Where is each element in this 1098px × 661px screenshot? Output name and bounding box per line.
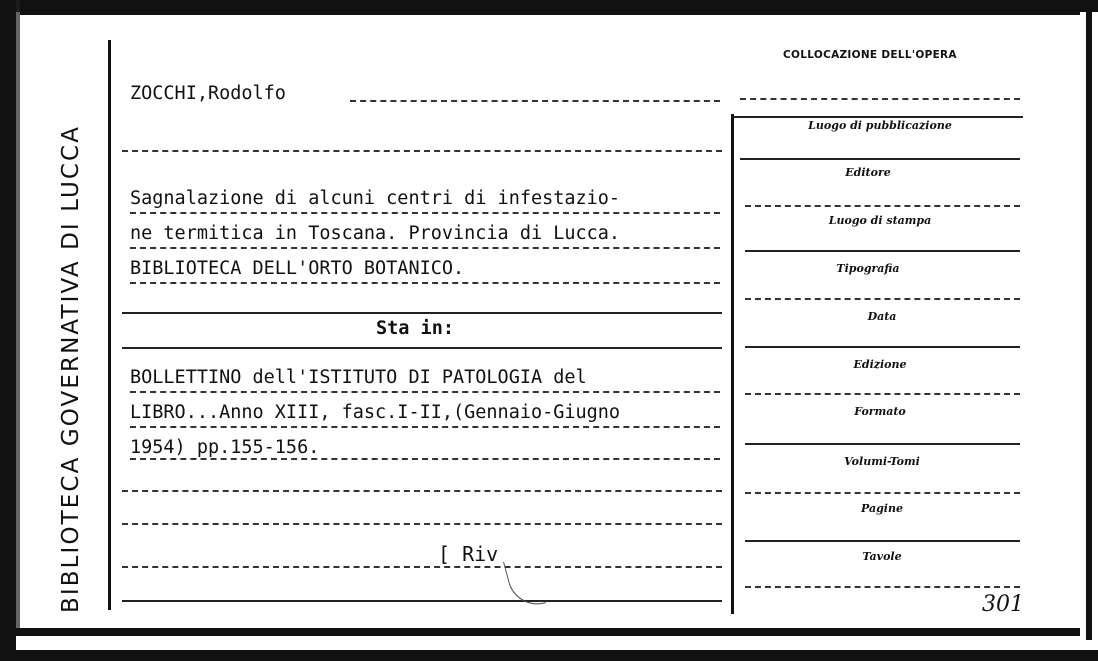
field-data: Data (867, 310, 897, 323)
field-rule (745, 443, 1020, 445)
right-panel-divider (731, 114, 734, 614)
library-stamp: BIBLIOTECA GOVERNATIVA DI LUCCA (58, 124, 84, 613)
dotted-line (130, 426, 720, 428)
dotted-line (122, 523, 722, 525)
field-formato: Formato (854, 405, 906, 418)
dotted-line (130, 391, 720, 393)
section-rule (122, 600, 722, 602)
field-editore: Editore (845, 166, 891, 179)
right-panel-header: COLLOCAZIONE DELL'OPERA (783, 49, 957, 61)
dotted-line (122, 490, 722, 492)
field-rule (745, 250, 1020, 252)
card-top-inner-border (20, 12, 1080, 15)
card-left-border (0, 0, 16, 661)
field-edizione: Edizione (853, 358, 907, 371)
title-line-2: ne termitica in Toscana. Provincia di Lucca. (130, 223, 621, 244)
sta-in-label: Sta in: (376, 318, 454, 339)
field-volumi-tomi: Volumi-Tomi (844, 455, 920, 468)
title-line-3: BIBLIOTECA DELL'ORTO BOTANICO. (130, 258, 465, 279)
field-tavole: Tavole (862, 550, 902, 563)
field-luogo-stampa: Luogo di stampa (828, 214, 932, 227)
field-rule (745, 298, 1020, 300)
dotted-line (740, 98, 1020, 100)
field-rule (745, 393, 1020, 395)
source-line-2: LIBRO...Anno XIII, fasc.I-II,(Gennaio-Giugno (130, 402, 621, 423)
field-rule (745, 492, 1020, 494)
dotted-line (130, 458, 720, 460)
author-name: ZOCCHI,Rodolfo (130, 83, 286, 104)
card-bottom-edge (0, 650, 1098, 661)
dotted-line (130, 212, 720, 214)
author-dotted-line (350, 100, 720, 102)
dotted-line (130, 247, 720, 249)
field-rule (745, 540, 1020, 542)
field-rule (740, 158, 1020, 160)
field-tipografia: Tipografia (836, 262, 900, 275)
card-top-border (0, 0, 1098, 12)
field-luogo-pubblicazione: Luogo di pubblicazione (808, 119, 952, 132)
field-rule (745, 205, 1020, 207)
card-right-border (1086, 0, 1092, 640)
card-bottom-gap (16, 636, 1080, 650)
field-rule (745, 346, 1020, 348)
dotted-line (122, 150, 722, 152)
stamp-divider (108, 40, 111, 610)
source-line-1: BOLLETTINO dell'ISTITUTO DI PATOLOGIA del (130, 367, 587, 388)
shelf-note: [ Riv (438, 542, 499, 566)
title-line-1: Sagnalazione di alcuni centri di infestazio- (130, 188, 621, 209)
dotted-line (130, 282, 720, 284)
dotted-line (122, 566, 722, 568)
card-left-inner-border (16, 0, 20, 661)
field-rule (745, 586, 1020, 588)
field-pagine: Pagine (861, 502, 903, 515)
section-rule (122, 312, 722, 314)
pen-mark (503, 554, 546, 611)
handwritten-number: 301 (982, 592, 1024, 617)
section-rule (122, 347, 722, 349)
card-bottom-border (0, 628, 1080, 636)
right-panel-top-rule (733, 116, 1023, 118)
source-line-3: 1954) pp.155-156. (130, 437, 320, 458)
